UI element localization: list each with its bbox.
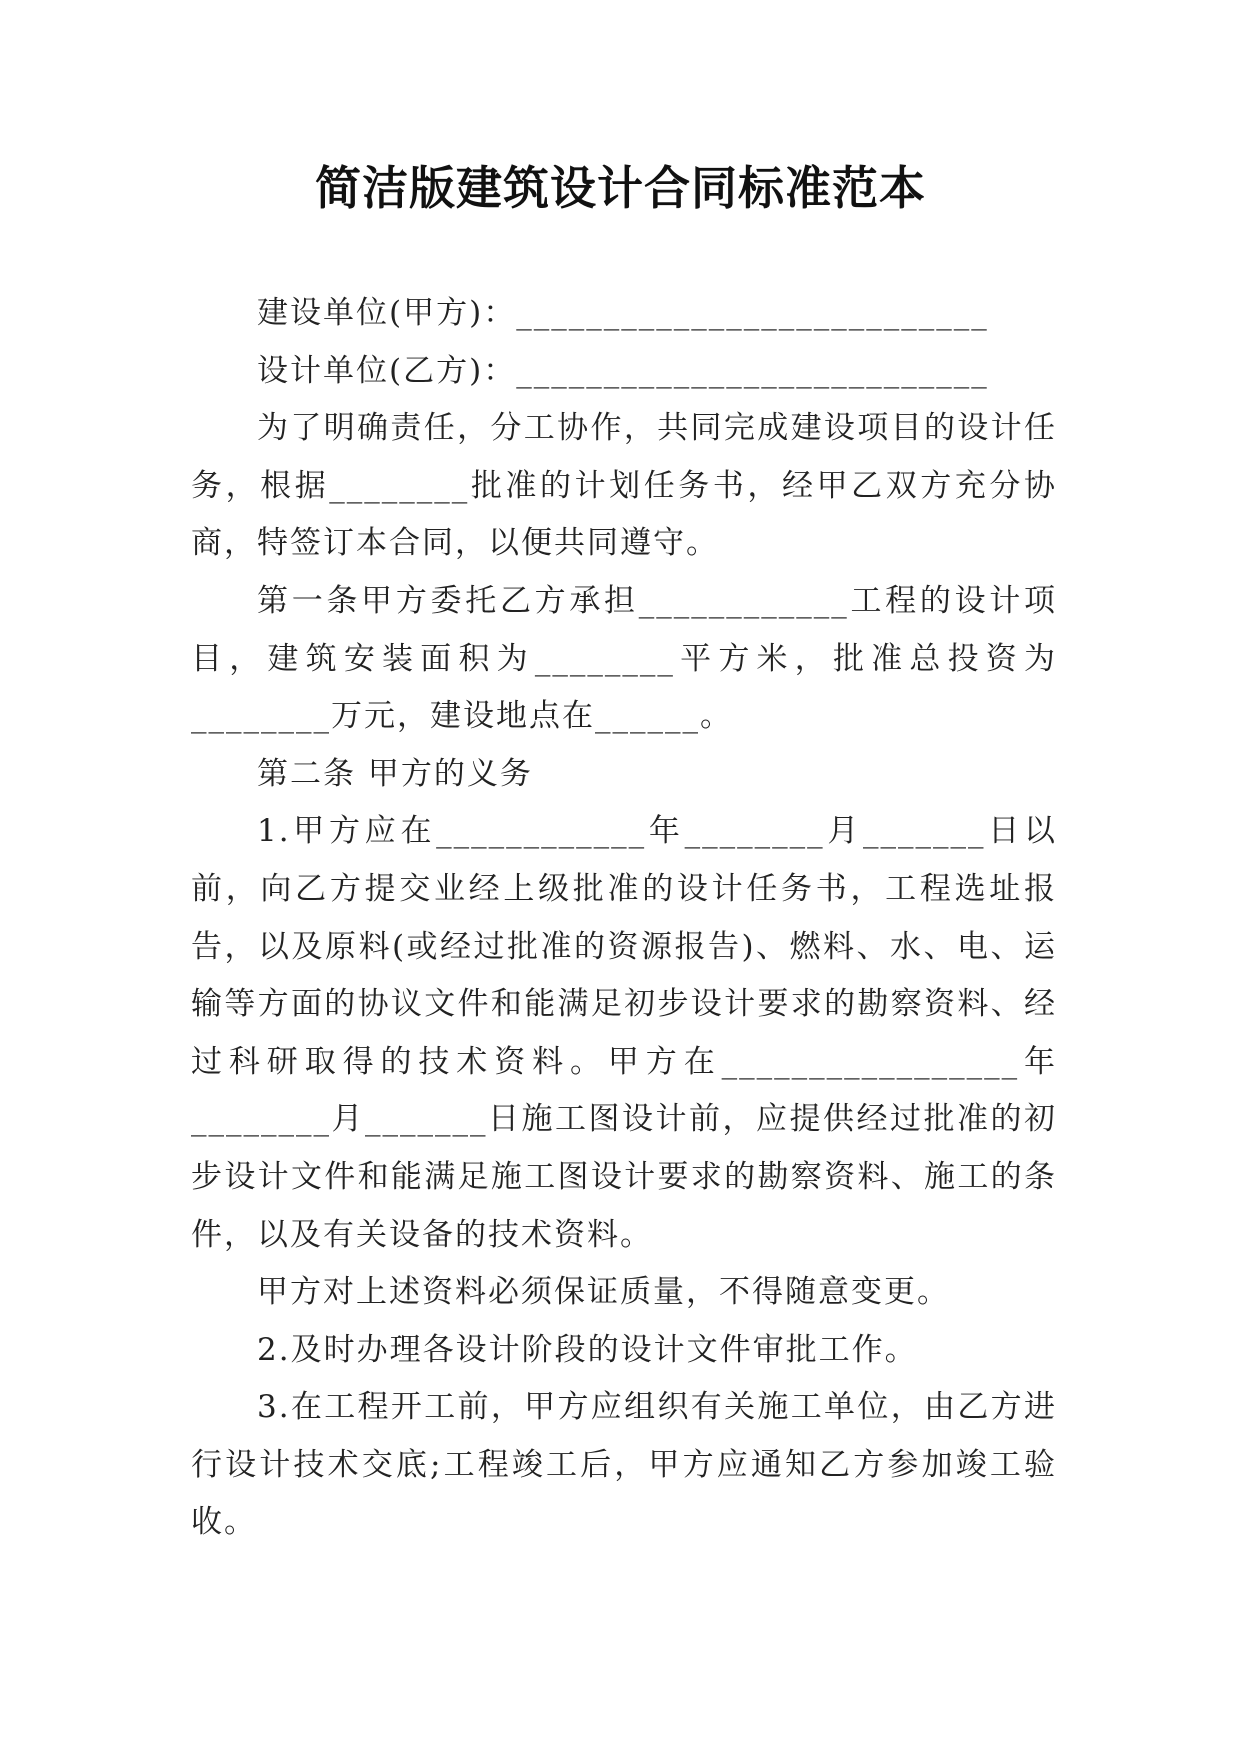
document-title: 简洁版建筑设计合同标准范本 — [315, 161, 926, 215]
party-b-line: 设计单位(乙方)：___________________________ — [257, 352, 989, 389]
obligation-3-paragraph: 3.在工程开工前，甲方应组织有关施工单位，由乙方进行设计技术交底;工程竣工后，甲方应通知乙方参加竣工验收。 — [191, 1389, 1057, 1541]
preamble-paragraph: 为了明确责任，分工协作，共同完成建设项目的设计任务，根据________批准的计划任务书，经甲乙双方充分协商，特签订本合同，以便共同遵守。 — [191, 410, 1057, 562]
article-1-paragraph: 第一条甲方委托乙方承担____________工程的设计项目，建筑安装面积为________平方米，批准总投资为________万元，建设地点在______。 — [191, 582, 1057, 735]
obligation-2-paragraph: 2.及时办理各设计阶段的设计文件审批工作。 — [257, 1331, 918, 1368]
document-body — [191, 285, 1057, 1552]
party-a-line: 建设单位(甲方)：___________________________ — [257, 295, 989, 331]
quality-paragraph: 甲方对上述资料必须保证质量，不得随意变更。 — [257, 1274, 950, 1311]
article-2-heading: 第二条 甲方的义务 — [257, 755, 533, 792]
obligation-1-paragraph: 1.甲方应在____________年________月_______日以前，向乙方提交业经上级批准的设计任务书，工程选址报告，以及原料(或经过批准的资源报告)、燃料、水、电、运输等方面的协议文件和能满足初步设计要求的勘察资料、经过科研取得的技术资料。甲方在_________________年________月_______日施工图设计前，应提供经过批准的初步设计文件和能满足施工图设计要求的勘察资料、施工的条件，以及有关设备的技术资料。 — [191, 813, 1057, 1253]
